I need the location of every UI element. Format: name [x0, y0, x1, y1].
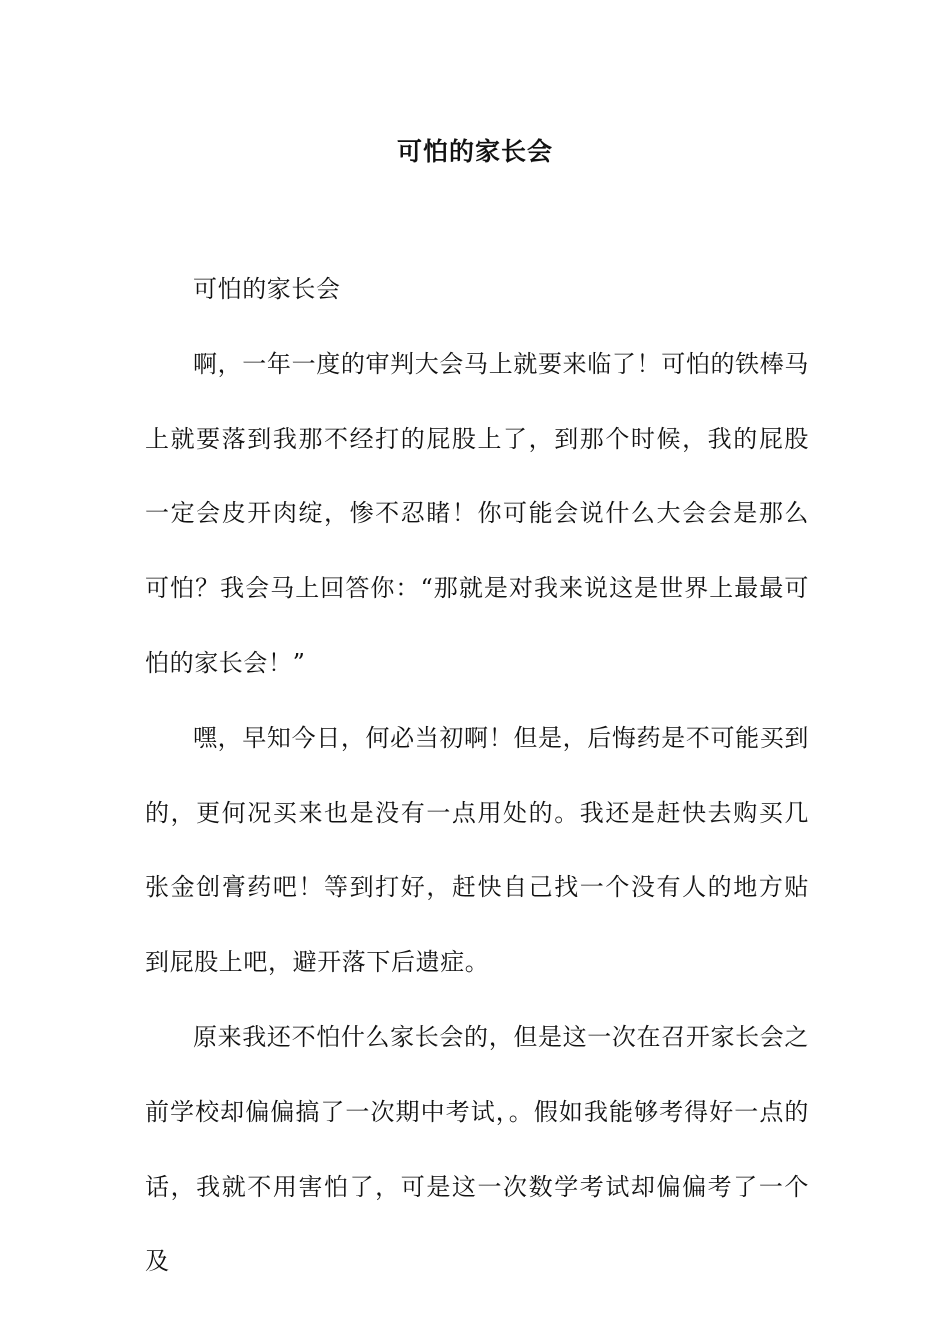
document-body: [145, 252, 809, 1299]
paragraph-2: 嘿，早知今日，何必当初啊！但是，后悔药是不可能买到的，更何况买来也是没有一点用处的。我还是赶快去购买几张金创膏药吧！等到打好，赶快自己找一个没有人的地方贴到屁股上吧，避开落下后遗症。: [145, 723, 809, 977]
paragraph-3: 原来我还不怕什么家长会的，但是这一次在召开家长会之前学校却偏偏搞了一次期中考试，。假如我能够考得好一点的话，我就不用害怕了，可是这一次数学考试却偏偏考了一个及: [145, 1022, 809, 1276]
document-title: 可怕的家长会: [396, 137, 553, 166]
paragraph-1: 啊，一年一度的审判大会马上就要来临了！可怕的铁棒马上就要落到我那不经打的屁股上了，到那个时候，我的屁股一定会皮开肉绽，惨不忍睹！你可能会说什么大会会是那么可怕？我会马上回答你：“那就是对我来说这是世界上最最可怕的家长会！”: [145, 349, 809, 677]
paragraph-subtitle: 可怕的家长会: [193, 275, 341, 303]
